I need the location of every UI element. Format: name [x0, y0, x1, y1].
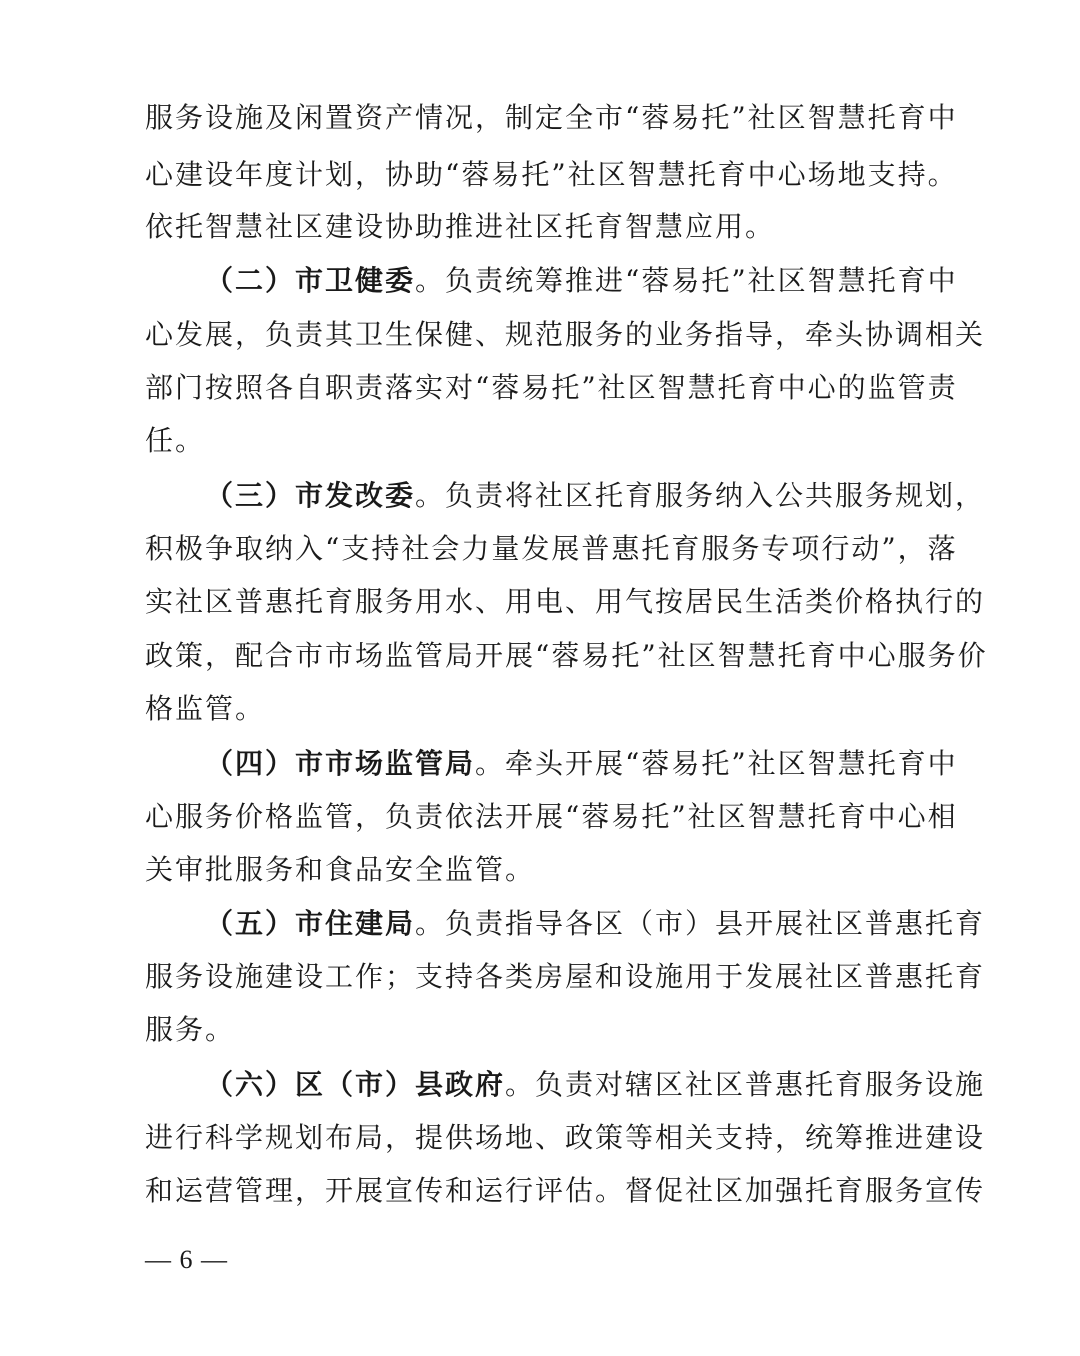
paragraph-text: 。负责统筹推进“蓉易托”社区智慧托育中: [415, 264, 958, 297]
body-line: 实社区普惠托育服务用水、用电、用气按居民生活类价格执行的: [145, 585, 986, 618]
section-heading: （五）市住建局: [205, 907, 416, 940]
body-line: 服务。: [145, 1013, 236, 1046]
body-line: 关审批服务和食品安全监管。: [145, 853, 536, 886]
body-line: 任。: [145, 424, 206, 457]
paragraph-first-line: [205, 261, 958, 301]
body-line: 服务设施及闲置资产情况，制定全市“蓉易托”社区智慧托育中: [145, 101, 958, 134]
section-heading: （三）市发改委: [205, 479, 416, 512]
paragraph-text: 。负责对辖区社区普惠托育服务设施: [505, 1068, 986, 1101]
paragraph-first-line: [205, 1065, 986, 1105]
page-number: — 6 —: [145, 1245, 228, 1274]
body-line: 依托智慧社区建设协助推进社区托育智慧应用。: [145, 210, 776, 243]
section-heading: （六）区（市）县政府: [205, 1068, 506, 1101]
paragraph-text: 。负责将社区托育服务纳入公共服务规划，: [415, 479, 986, 512]
body-line: 服务设施建设工作；支持各类房屋和设施用于发展社区普惠托育: [145, 960, 986, 993]
body-line: 进行科学规划布局，提供场地、政策等相关支持，统筹推进建设: [145, 1121, 986, 1154]
paragraph-text: 。牵头开展“蓉易托”社区智慧托育中: [475, 747, 958, 780]
body-line: 心建设年度计划，协助“蓉易托”社区智慧托育中心场地支持。: [145, 158, 958, 191]
paragraph-first-line: [205, 904, 986, 944]
body-line: 部门按照各自职责落实对“蓉易托”社区智慧托育中心的监管责: [145, 371, 958, 404]
body-line: 心服务价格监管，负责依法开展“蓉易托”社区智慧托育中心相: [145, 800, 958, 833]
paragraph-text: 。负责指导各区（市）县开展社区普惠托育: [415, 907, 986, 940]
body-line: 和运营管理，开展宣传和运行评估。督促社区加强托育服务宣传: [145, 1174, 986, 1207]
section-heading: （二）市卫健委: [205, 264, 416, 297]
body-line: 积极争取纳入“支持社会力量发展普惠托育服务专项行动”，落: [145, 532, 958, 565]
body-line: 格监管。: [145, 692, 266, 725]
body-line: 政策，配合市市场监管局开展“蓉易托”社区智慧托育中心服务价: [145, 639, 988, 672]
section-heading: （四）市市场监管局: [205, 747, 476, 780]
body-line: 心发展，负责其卫生保健、规范服务的业务指导，牵头协调相关: [145, 318, 986, 351]
paragraph-first-line: [205, 744, 958, 784]
paragraph-first-line: [205, 476, 986, 516]
